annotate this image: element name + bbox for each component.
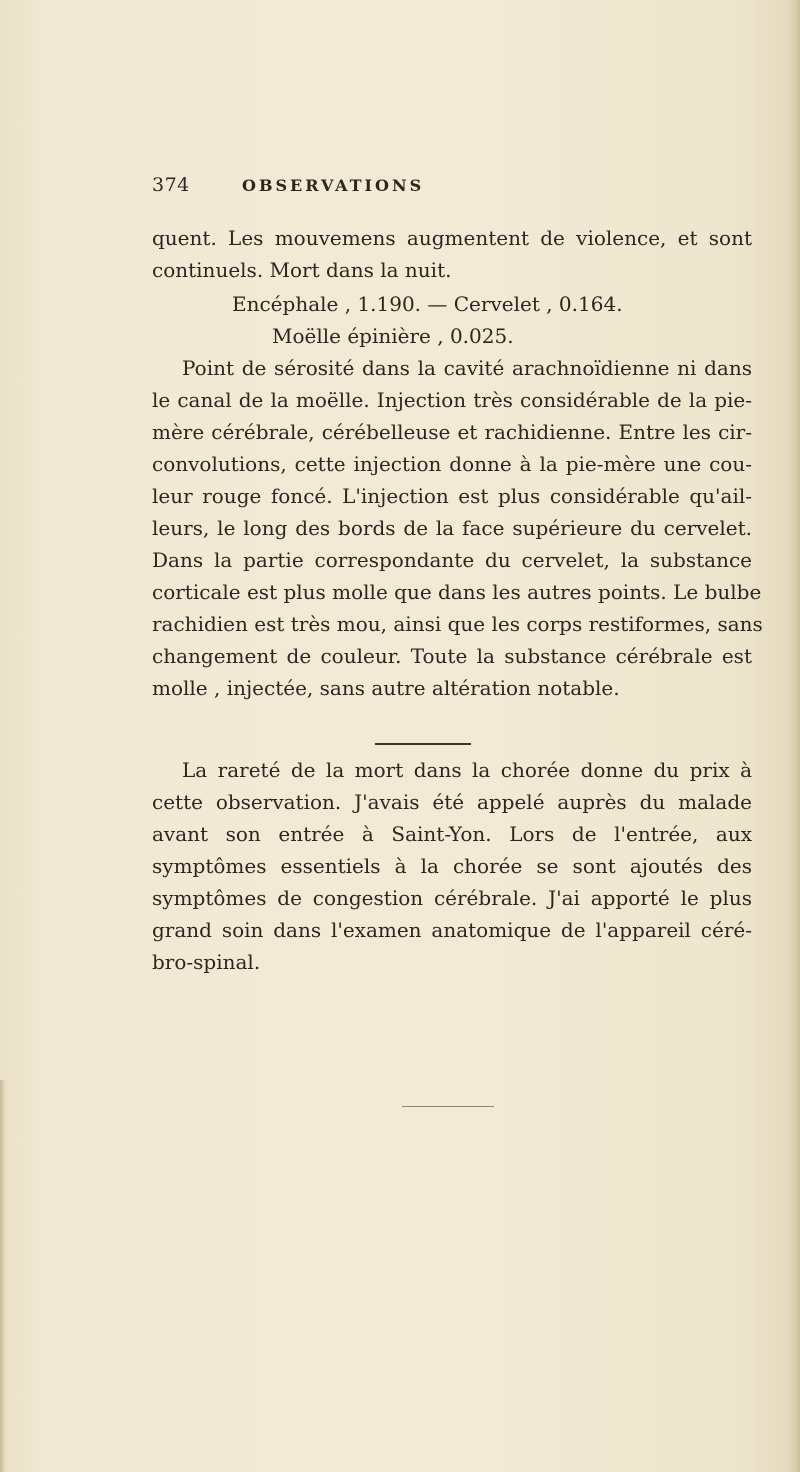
- text-line: quent. Les mouvemens augmentent de violence, et sont: [152, 226, 752, 250]
- measurement-line: Encéphale , 1.190. — Cervelet , 0.164.: [232, 292, 623, 316]
- text-line: La rareté de la mort dans la chorée donne du prix à: [182, 758, 752, 782]
- text-line: cette observation. J'avais été appelé auprès du malade: [152, 790, 752, 814]
- paragraph-commentary: [152, 754, 752, 978]
- text-line: changement de couleur. Toute la substance cérébrale est: [152, 644, 752, 668]
- weight-measurements: [152, 288, 752, 352]
- text-line: continuels. Mort dans la nuit.: [152, 258, 452, 282]
- text-line: le canal de la moëlle. Injection très considérable de la pie-: [152, 388, 752, 412]
- paragraph-autopsy: [152, 352, 763, 704]
- running-head: OBSERVATIONS: [242, 176, 425, 195]
- text-line: symptômes de congestion cérébrale. J'ai apporté le plus: [152, 886, 752, 910]
- text-line: grand soin dans l'examen anatomique de l'appareil céré-: [152, 918, 752, 942]
- text-line: bro-spinal.: [152, 950, 261, 974]
- text-line: symptômes essentiels à la chorée se sont ajoutés des: [152, 854, 752, 878]
- text-line: corticale est plus molle que dans les autres points. Le bulbe: [152, 580, 762, 604]
- show-through-divider: [402, 1106, 494, 1107]
- measurement-line: Moëlle épinière , 0.025.: [272, 324, 514, 348]
- text-line: molle , injectée, sans autre altération notable.: [152, 676, 620, 700]
- text-line: rachidien est très mou, ainsi que les corps restiformes, sans: [152, 612, 763, 636]
- page-number: 374: [152, 174, 190, 196]
- page-edge-left: [0, 1080, 6, 1472]
- page-header: [152, 174, 712, 204]
- text-line: Dans la partie correspondante du cervelet, la substance: [152, 548, 752, 572]
- text-line: mère cérébrale, cérébelleuse et rachidienne. Entre les cir-: [152, 420, 752, 444]
- text-line: avant son entrée à Saint-Yon. Lors de l'entrée, aux: [152, 822, 752, 846]
- section-divider: [375, 743, 471, 745]
- page-edge-right: [790, 0, 800, 1472]
- text-line: Point de sérosité dans la cavité arachnoïdienne ni dans: [182, 356, 752, 380]
- text-line: convolutions, cette injection donne à la pie-mère une cou-: [152, 452, 752, 476]
- paragraph-continuation: [152, 222, 752, 286]
- text-line: leur rouge foncé. L'injection est plus considérable qu'ail-: [152, 484, 752, 508]
- text-line: leurs, le long des bords de la face supérieure du cervelet.: [152, 516, 752, 540]
